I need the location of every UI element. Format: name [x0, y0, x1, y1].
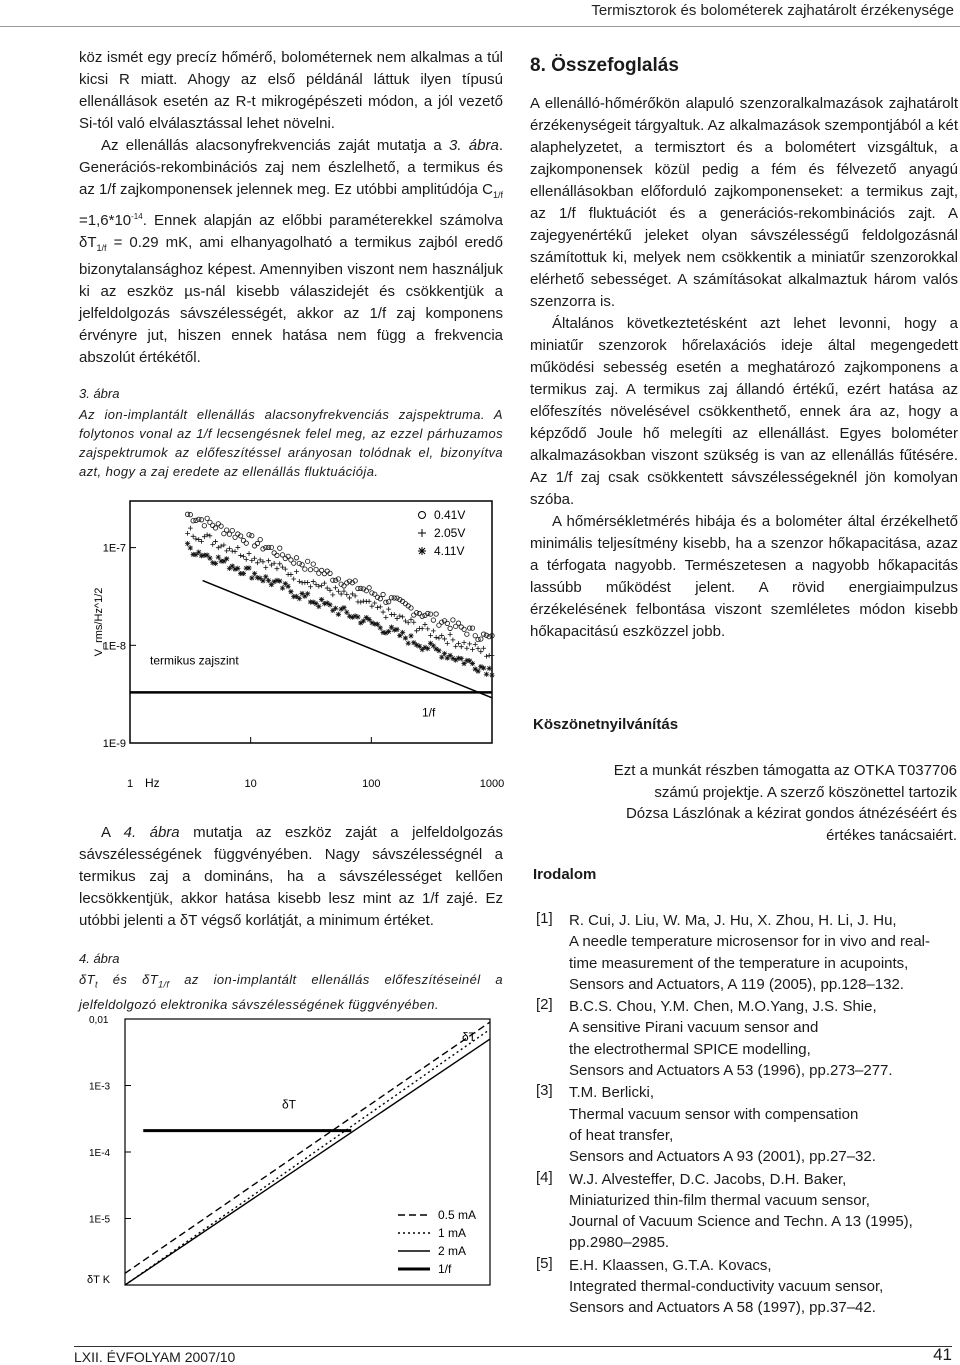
data-point-4.11V [333, 606, 338, 611]
summary-paragraph-2: Általános következtetésként azt lehet levonni, hogy a miniatűr szenzorok hőrelaxációs ideje által megengedett működési sebesség esetén a meghatározó zajkomponens a termikus zaj. A termikus zaj állandó értékű, ezért hatása az előfeszítés növelésével csökkenthető, ennek ára az, hogy a képződő Joule hő melegíti az ellenállást. Egyes bolométer alkalmazásokban viszont szükség is van az ellenállás fűtésére. Az 1/f zaj csak csökkentett sávszélességeknél jön komolyan szóba. [530, 315, 958, 508]
data-point-4.11V [406, 641, 411, 646]
data-point-4.11V [459, 656, 464, 661]
y-tick-label: 1E-4 [89, 1148, 111, 1159]
data-point-4.11V [361, 618, 366, 623]
data-point-4.11V [417, 644, 422, 649]
reference-line: Sensors and Actuators, A 119 (2005), pp.128–132. [569, 975, 904, 993]
legend-marker-star [418, 547, 426, 555]
y-axis-label: V_rms/Hz^1/2 [93, 587, 105, 657]
x-tick-label: 10 [244, 778, 257, 790]
y-tick-label: 1E-9 [102, 738, 126, 750]
data-point-4.11V [305, 591, 310, 596]
data-point-4.11V [224, 556, 229, 561]
y-tick-label: 1E-7 [102, 542, 126, 555]
data-point-4.11V [344, 610, 349, 615]
ack-line: Ezt a munkát részben támogatta az OTKA T037706 [613, 762, 957, 779]
data-point-4.11V [266, 578, 271, 583]
data-point-4.11V [319, 597, 324, 602]
reference-item [536, 1169, 960, 1254]
references-heading: Irodalom [533, 866, 597, 883]
reference-line: Journal of Vacuum Science and Techn. A 13 (1995), [569, 1213, 913, 1231]
reference-line: W.J. Alvesteffer, D.C. Jacobs, D.H. Baker, [569, 1170, 847, 1188]
data-point-4.11V [260, 578, 265, 583]
x-tick-label: 1000 [479, 778, 505, 790]
summary-paragraph-3: A hőmérsékletmérés hibája és a bolométer által érzékelhető minimális teljesítmény kisebb, ha a szenzor hőkapacitása, azaz a térfogata nagyobb. Természetesen a nagyobb hőkapacitás lassúbb működést jelent. A rövid energiaimpulzus érzékelésének felbontása viszont szemléletes módon kisebb hőkapacitású eszközzel jobb. [530, 513, 958, 640]
y-tick-label: 1E-5 [89, 1214, 111, 1226]
data-point-4.11V [481, 665, 486, 670]
legend-label: 1 mA [438, 1226, 467, 1240]
reference-number: [4] [536, 1168, 553, 1186]
ack-line: értékes tanácsaiért. [826, 826, 957, 844]
data-point-4.11V [470, 661, 475, 666]
data-point-4.11V [386, 629, 391, 634]
reference-number: [1] [536, 910, 553, 927]
reference-item [536, 996, 960, 1081]
acknowledgement-heading: Köszönetnyilvánítás [533, 716, 679, 733]
data-point-4.11V [408, 633, 413, 638]
reference-line: B.C.S. Chou, Y.M. Chen, M.O.Yang, J.S. Shie, [569, 998, 877, 1016]
data-point-4.11V [375, 622, 380, 627]
legend-label: 0.41V [434, 508, 466, 522]
data-point-4.11V [241, 571, 246, 576]
summary-paragraph-1: A ellenálló-hőmérőkön alapuló szenzoralkalmazások zajhatárolt érzékenységeit tárgyaltuk. Az alkalmazások szempontjából a két alaphelyzetet, a termisztort és a bolométert vizsgáltuk, a zajkomponensek közül pedig a fém és félvezető anyagú ellenállásokban előforduló zajkomponenseket: a termikus zajt, az 1/f fluktuációt és a generációs-rekombinációs zajt. A zajegyenértékű jeleket olyan sávszélességű feldolgozásnál számítottuk ki, melyek nem csökkentik a miniatűr szenzorokkal elérhető sebességet. A számításokat alkalmaztuk három valós szenzorra is. [530, 95, 958, 310]
data-point-4.11V [475, 669, 480, 674]
paragraph-2: Az ellenállás alacsonyfrekvenciás zaját mutatja a 3. ábra. Generációs-rekombinációs zaj nem észlelhető, a termikus és az 1/f zajkomponensek jelennek meg. Ez utóbbi amplitúdója $C_{1/f} =1,6*10^{-14}$. Ennek alapján az előbbi paraméterekkel számolva $\delta T_{1/f} = 0.29$ mK, ami elhanyagolható a termikus zajból eredő bizonytalansághoz képest. Amennyiben viszont nem használjuk ki az eszköz µs-nál kisebb válaszidejét és csökkentjük a jelfeldolgozás sávszélességét, akkor az 1/f zaj komponens érvényre jut, hiszen ennek hatása nem függ a frekvencia abszolút értékétől. [79, 137, 503, 366]
data-point-4.11V [288, 589, 293, 594]
data-point-4.11V [196, 550, 201, 555]
fig3-label: 3. ábra [79, 386, 120, 401]
figure-3-chart [80, 495, 505, 805]
reference-number: [3] [536, 1082, 553, 1100]
data-point-4.11V [327, 602, 332, 607]
page-footer [74, 1346, 952, 1364]
legend-label: 2 mA [438, 1244, 467, 1258]
running-header [0, 0, 960, 27]
data-point-4.11V [216, 555, 221, 560]
data-point-4.11V [252, 571, 257, 576]
fig4-ref: 4. ábra [123, 824, 180, 841]
reference-item [536, 910, 960, 995]
data-point-4.11V [341, 605, 346, 610]
data-point-4.11V [425, 646, 430, 651]
reference-line: Sensors and Actuators A 58 (1997), pp.37–42. [569, 1299, 876, 1317]
data-point-4.11V [316, 604, 321, 609]
reference-line: T.M. Berlicki, [569, 1084, 655, 1102]
x-axis-label: Hz [145, 776, 160, 790]
fig3-ref: 3. ábra [449, 137, 499, 154]
x-tick-label: 1 [126, 778, 134, 790]
reference-line: the electrothermal SPICE modelling, [569, 1040, 811, 1058]
annotation-dT-t: δT [462, 1030, 477, 1044]
data-point-4.11V [207, 556, 212, 561]
reference-item [536, 1082, 960, 1167]
data-point-4.11V [400, 630, 405, 635]
volume-label: LXII. ÉVFOLYAM 2007/10 [74, 1349, 236, 1365]
data-point-4.11V [403, 635, 408, 640]
reference-line: Miniaturized thin-film thermal vacuum sensor, [569, 1191, 870, 1209]
reference-line: Integrated thermal-conductivity vacuum sensor, [569, 1278, 884, 1296]
data-point-4.11V [188, 545, 193, 550]
reference-line: of heat transfer, [569, 1126, 674, 1144]
data-point-4.11V [487, 666, 492, 671]
right-column [530, 55, 958, 643]
reference-line: R. Cui, J. Liu, W. Ma, J. Hu, X. Zhou, H. Li, J. Hu, [569, 912, 897, 929]
reference-line: A sensitive Pirani vacuum sensor and [569, 1019, 819, 1037]
data-point-4.11V [355, 614, 360, 619]
reference-number: [5] [536, 1254, 553, 1272]
data-point-4.11V [442, 651, 447, 656]
fig4-label: 4. ábra [79, 951, 120, 966]
reference-list [536, 910, 960, 1320]
data-point-4.11V [185, 541, 190, 546]
data-point-4.11V [436, 648, 441, 653]
reference-line: Thermal vacuum sensor with compensation [569, 1105, 859, 1123]
legend-label: 4.11V [434, 544, 465, 558]
reference-line: pp.2980–2985. [569, 1234, 670, 1252]
fig4-caption: $\delta T_t$ és $\delta T_{1/f}$ az ion-implantált ellenállás előfeszítéseinél a jelfeldolgozó elektronika sávszélességének függvényében. [79, 972, 503, 1012]
ack-line: számú projektje. A szerző köszönettel tartozik [654, 783, 957, 801]
data-point-4.11V [484, 672, 489, 677]
reference-line: time measurement of the temperature in acupoints, [569, 954, 909, 972]
annotation-thermal: termikus zajszint [150, 653, 239, 668]
data-point-4.11V [394, 627, 399, 632]
data-point-4.11V [378, 625, 383, 630]
legend-label: 0.5 mA [438, 1208, 477, 1222]
legend-label: 1/f [438, 1262, 452, 1276]
data-point-4.11V [263, 574, 268, 579]
annotation-1f: 1/f [422, 705, 436, 720]
left-column-lower [79, 822, 503, 1014]
x-tick-label: 100 [362, 778, 381, 790]
paragraph-3: A 4. ábra mutatja az eszköz zaját a jelfeldolgozás sávszélességének függvényében. Nagy sávszélességnél a termikus zaj a domináns, ha a sávszélességet kellően lecsökkentjük, akkor hatása kisebb lesz mint az 1/f zajé. Ez utóbbi jelenti a δT végső korlátját, a minimum értéket. [79, 824, 503, 929]
data-point-4.11V [213, 561, 218, 566]
running-title: Termisztorok és bolométerek zajhatárolt érzékenysége [591, 2, 954, 19]
data-point-4.11V [489, 673, 494, 678]
reference-line: E.H. Klaassen, G.T.A. Kovacs, [569, 1256, 772, 1274]
data-point-4.11V [246, 565, 251, 570]
y-tick-label: 1E-3 [89, 1081, 111, 1093]
y-tick-label: 1E-8 [102, 640, 126, 653]
left-column [79, 47, 503, 481]
fig3-caption: Az ion-implantált ellenállás alacsonyfrekvenciás zajspektruma. A folytonos vonal az 1/f lecsengésnek felel meg, az ezzel párhuzamos zajspektrumok az előfeszítéssel arányosan tolódnak el, bizonyítva azt, hogy a zaj eredete az ellenállás fluktuációja. [79, 407, 503, 479]
data-point-4.11V [277, 578, 282, 583]
legend-label: 2.05V [434, 526, 466, 540]
y-axis-label: δT K [87, 1274, 111, 1286]
reference-line: Sensors and Actuators A 93 (2001), pp.27–32. [569, 1148, 876, 1166]
data-point-4.11V [249, 575, 254, 580]
page-number: 41 [933, 1345, 952, 1364]
acknowledgement-text [555, 760, 957, 846]
data-point-4.11V [336, 612, 341, 617]
reference-item [536, 1255, 960, 1319]
reference-line: A needle temperature microsensor for in vivo and real- [569, 933, 931, 951]
section-heading-summary: 8. Összefoglalás [530, 55, 679, 76]
paragraph-1: köz ismét egy precíz hőmérő, bolométernek nem alkalmas a túl kicsi R miatt. Ahogy az első példánál láttuk ilyen típusú ellenállások esetén az R-t mikrogépészeti módon, a jól vezető Si-tól való elválasztással lehet növelni. [79, 49, 503, 132]
annotation-dT-1f: δT [281, 1097, 296, 1112]
data-point-4.11V [439, 655, 444, 660]
data-point-4.11V [280, 586, 285, 591]
data-point-4.11V [235, 566, 240, 571]
data-point-4.11V [286, 584, 291, 589]
data-point-4.11V [297, 596, 302, 601]
reference-number: [2] [536, 996, 553, 1014]
reference-line: Sensors and Actuators A 53 (1996), pp.273–277. [569, 1062, 893, 1080]
ack-line: Dózsa Lászlónak a kézirat gondos átnézéséért és [625, 805, 957, 822]
figure-4-chart [80, 1005, 505, 1295]
y-tick-label: 0,01 [89, 1015, 109, 1026]
